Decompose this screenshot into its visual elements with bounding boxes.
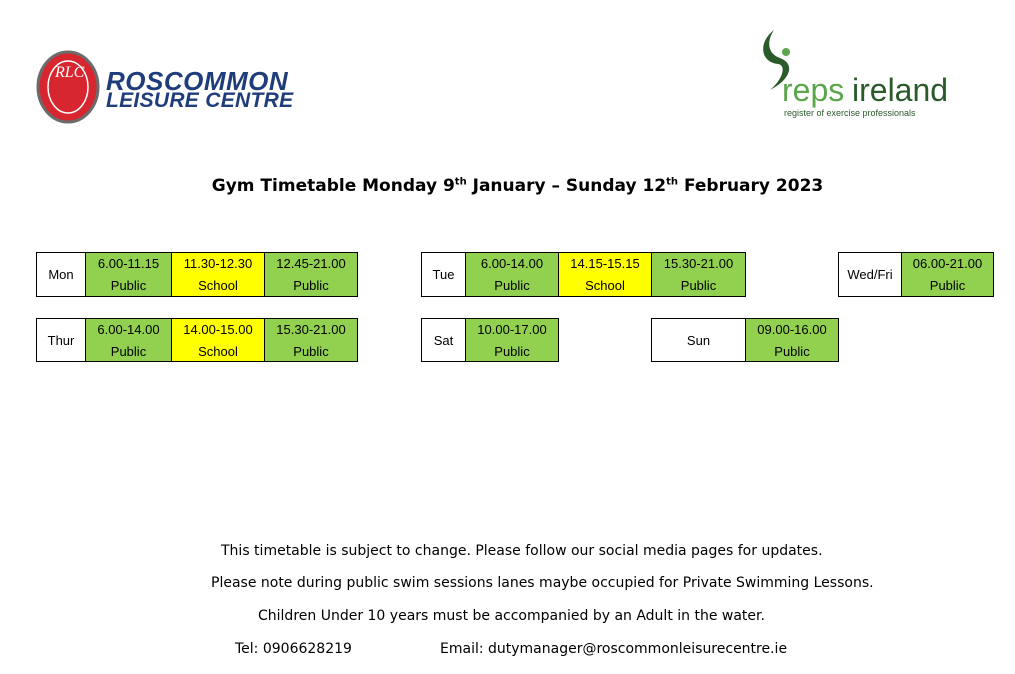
slot-sat-1: 10.00-17.00 Public <box>465 318 559 362</box>
slot-tue-3: 15.30-21.00 Public <box>651 252 746 297</box>
note-children: Children Under 10 years must be accompanied by an Adult in the water. <box>258 608 765 624</box>
day-sun: Sun <box>651 318 746 362</box>
rlc-name-line1: ROSCOMMON <box>106 66 289 96</box>
slot-sun-1: 09.00-16.00 Public <box>745 318 839 362</box>
day-wedfri: Wed/Fri <box>838 252 902 297</box>
page-title: Gym Timetable Monday 9th January – Sunday 12th February 2023 <box>211 176 824 196</box>
rlc-name-line2: LEISURE CENTRE <box>106 89 294 112</box>
slot-mon-1: 6.00-11.15 Public <box>85 252 172 297</box>
ireland-wordmark: ireland <box>852 72 949 108</box>
contact-email: Email: dutymanager@roscommonleisurecentre.ie <box>440 641 788 657</box>
slot-tue-1: 6.00-14.00 Public <box>465 252 559 297</box>
day-mon: Mon <box>36 252 86 297</box>
contact-tel: Tel: 0906628219 <box>235 641 352 657</box>
rlc-initial-r: RLC <box>55 64 85 81</box>
note-change: This timetable is subject to change. Please follow our social media pages for updates. <box>221 543 823 559</box>
slot-tue-2: 14.15-15.15 School <box>558 252 652 297</box>
slot-thur-3: 15.30-21.00 Public <box>264 318 358 362</box>
slot-thur-1: 6.00-14.00 Public <box>85 318 172 362</box>
slot-wedfri-1: 06.00-21.00 Public <box>901 252 994 297</box>
reps-wordmark: reps <box>782 72 845 108</box>
reps-tagline: register of exercise professionals <box>784 108 916 118</box>
day-sat: Sat <box>421 318 466 362</box>
day-tue: Tue <box>421 252 466 297</box>
day-thur: Thur <box>36 318 86 362</box>
slot-mon-2: 11.30-12.30 School <box>171 252 265 297</box>
slot-mon-3: 12.45-21.00 Public <box>264 252 358 297</box>
note-private-lessons: Please note during public swim sessions lanes maybe occupied for Private Swimming Lessons. <box>211 575 874 591</box>
slot-thur-2: 14.00-15.00 School <box>171 318 265 362</box>
